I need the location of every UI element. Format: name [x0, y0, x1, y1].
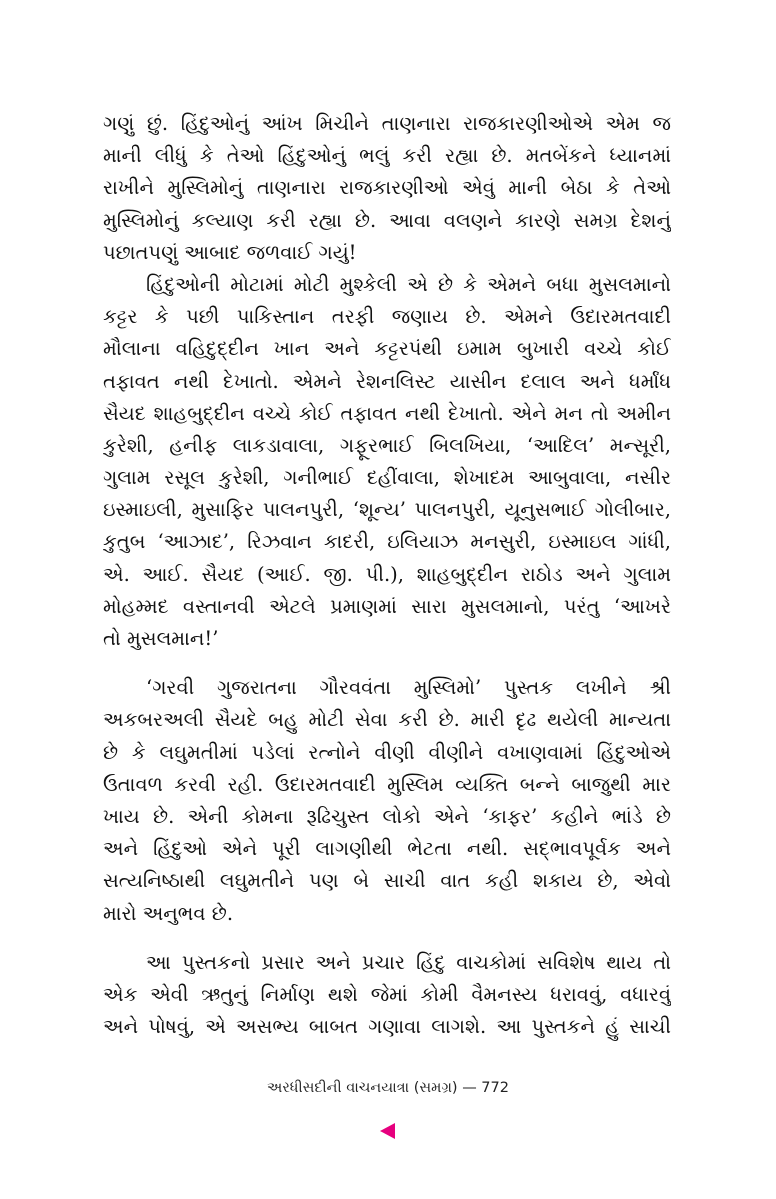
text-line: પછાતપણું આબાદ જળવાઈ ગયું!: [103, 240, 357, 264]
text-line: ‘ગરવી ગુજરાતના ગૌરવવંતા મુસ્લિમો’ પુસ્તક લખીને શ્રી: [146, 676, 671, 700]
text-line: ઉતાવળ કરવી રહી. ઉદારમતવાદી મુસ્લિમ વ્યક્તિ બન્ને બાજુથી માર: [103, 772, 671, 796]
paragraph-3: [103, 672, 671, 930]
text-line: સૈયદ શાહબુદ્દીન વચ્ચે કોઈ તફાવત નથી દેખાતો. એને મન તો અમીન: [103, 401, 671, 425]
text-line: તફાવત નથી દેખાતો. એમને રેશનલિસ્ટ યાસીન દલાલ અને ધર્માંધ: [103, 369, 671, 393]
text-line: મારો અનુભવ છે.: [103, 901, 234, 925]
text-line: મુસ્લિમોનું કલ્યાણ કરી રહ્યા છે. આવા વલણને કારણે સમગ્ર દેશનું: [103, 208, 671, 232]
paragraph-gap: [103, 655, 671, 672]
text-line: તો મુસલમાન!’: [103, 627, 219, 650]
text-line: કુરેશી, હનીફ લાકડાવાલા, ગફૂરભાઈ બિલખિયા, ‘આદિલ’ મન્સૂરી,: [103, 433, 671, 457]
text-line: અને હિંદુઓ એને પૂરી લાગણીથી ભેટતા નથી. સદ્‌ભાવપૂર્વક અને: [103, 837, 671, 861]
text-line: મોહમ્મદ વસ્તાનવી એટલે પ્રમાણમાં સારા મુસલમાનો, પરંતુ ‘આખરે: [103, 594, 671, 618]
text-line: અકબરઅલી સૈયદે બહુ મોટી સેવા કરી છે. મારી દૃઢ થયેલી માન્યતા: [103, 708, 671, 732]
text-line: કટ્ટર કે પછી પાકિસ્તાન તરફી જણાય છે. એમને ઉદારમતવાદી: [103, 305, 671, 329]
page-footer: અરધીસદીની વાચનયાત્રા (સમગ્ર) — 772: [267, 1080, 509, 1096]
paragraph-2: [103, 269, 671, 655]
text-line: સત્યનિષ્ઠાથી લઘુમતીને પણ બે સાચી વાત કહી શકાય છે, એવો: [103, 869, 671, 893]
text-line: અને પોષવું, એ અસભ્ય બાબત ગણાવા લાગશે. આ પુસ્તકને હું સાચી: [103, 1015, 671, 1039]
text-line: રાખીને મુસ્લિમોનું તાણનારા રાજકારણીઓ એવું માની બેઠા કે તેઓ: [103, 176, 671, 200]
text-line: કુતુબ ‘આઝાદ’, રિઝવાન કાદરી, ઇલિયાઝ મનસુરી, ઇસ્માઇલ ગાંધી,: [103, 530, 671, 554]
page-body: [103, 108, 671, 1043]
text-line: માની લીધું કે તેઓ હિંદુઓનું ભલું કરી રહ્યા છે. મતબેંકને ધ્યાનમાં: [103, 144, 671, 168]
text-line: ગણું છું. હિંદુઓનું આંખ મિચીને તાણનારા રાજકારણીઓએ એમ જ: [103, 112, 671, 135]
text-line: મૌલાના વહિદુદ્દીન ખાન અને કટ્ટરપંથી ઇમામ બુખારી વચ્ચે કોઈ: [103, 337, 671, 361]
text-line: છે કે લઘુમતીમાં પડેલાં રત્નોને વીણી વીણીને વખાણવામાં હિંદુઓએ: [103, 740, 671, 764]
text-line: એ. આઈ. સૈયદ (આઈ. જી. પી.), શાહબુદ્દીન રાઠોડ અને ગુલામ: [103, 562, 671, 586]
paragraph-gap: [103, 930, 671, 947]
paragraph-1: [103, 108, 671, 269]
text-line: ગુલામ રસૂલ કુરેશી, ગનીભાઈ દહીંવાલા, શેખાદમ આબુવાલા, નસીર: [103, 466, 671, 490]
text-line: ખાય છે. એની કોમના રૂઢિચુસ્ત લોકો એને ‘કાફર’ કહીને ભાંડે છે: [103, 804, 671, 828]
previous-page-triangle-left-icon[interactable]: [380, 1123, 395, 1139]
text-line: હિંદુઓની મોટામાં મોટી મુશ્કેલી એ છે કે એમને બધા મુસલમાનો: [146, 272, 671, 296]
text-line: ઇસ્માઇલી, મુસાફિર પાલનપુરી, ‘શૂન્ય’ પાલનપુરી, યૂનુસભાઈ ગોલીબાર,: [103, 498, 671, 522]
text-line: એક એવી ઋતુનું નિર્માણ થશે જેમાં કોમી વૈમનસ્ય ધરાવવું, વધારવું: [103, 982, 671, 1006]
paragraph-4: [103, 947, 671, 1044]
text-line: આ પુસ્તકનો પ્રસાર અને પ્રચાર હિંદુ વાચકોમાં સવિશેષ થાય તો: [146, 950, 671, 974]
